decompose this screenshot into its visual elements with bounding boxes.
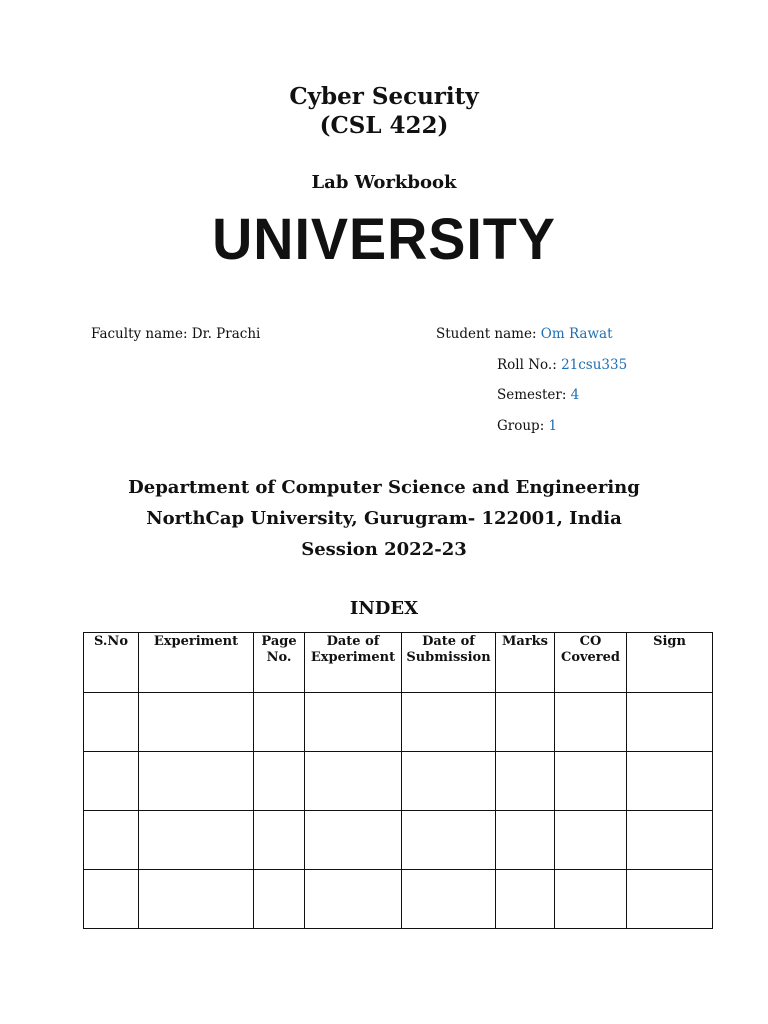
semester-label: Semester:	[497, 387, 567, 403]
table-row	[84, 752, 713, 811]
table-cell	[305, 752, 402, 811]
table-cell	[555, 693, 627, 752]
group-value: 1	[548, 418, 558, 434]
table-cell	[402, 693, 496, 752]
course-name: Cyber Security	[289, 83, 479, 110]
table-cell	[305, 693, 402, 752]
session: Session 2022-23	[301, 539, 467, 560]
column-header-date-of-submission: Date of Submission	[402, 633, 496, 693]
table-cell	[139, 870, 254, 929]
table-cell	[84, 752, 139, 811]
column-header-date-of-experiment: Date of Experiment	[305, 633, 402, 693]
table-cell	[84, 693, 139, 752]
workbook-subtitle: Lab Workbook	[311, 172, 457, 193]
table-row	[84, 693, 713, 752]
table-cell	[496, 693, 555, 752]
table-cell	[254, 752, 305, 811]
university-address: NorthCap University, Gurugram- 122001, India	[146, 508, 622, 529]
table-cell	[627, 870, 713, 929]
table-cell	[139, 693, 254, 752]
department-name: Department of Computer Science and Engineering	[128, 477, 640, 498]
table-cell	[402, 752, 496, 811]
table-header-row	[84, 633, 713, 693]
column-header-marks: Marks	[496, 633, 555, 693]
table-cell	[496, 811, 555, 870]
table-cell	[627, 693, 713, 752]
faculty-name	[91, 325, 260, 343]
index-table	[83, 632, 713, 929]
university-logo-text: UNIVERSITY	[212, 207, 556, 272]
faculty-value: Dr. Prachi	[191, 326, 261, 342]
table-cell	[254, 811, 305, 870]
column-header-sign: Sign	[627, 633, 713, 693]
group	[497, 417, 557, 435]
table-cell	[402, 811, 496, 870]
table-cell	[555, 752, 627, 811]
table-row	[84, 811, 713, 870]
table-cell	[555, 811, 627, 870]
roll-value: 21csu335	[561, 357, 628, 373]
table-cell	[305, 811, 402, 870]
table-cell	[305, 870, 402, 929]
index-title: INDEX	[349, 598, 419, 619]
table-cell	[555, 870, 627, 929]
table-cell	[627, 811, 713, 870]
student-label: Student name:	[436, 326, 537, 342]
student-value: Om Rawat	[540, 326, 613, 342]
table-cell	[254, 693, 305, 752]
semester-value: 4	[570, 387, 580, 403]
roll-number	[497, 356, 627, 374]
roll-label: Roll No.:	[497, 357, 557, 373]
table-cell	[627, 752, 713, 811]
course-code: (CSL 422)	[319, 112, 449, 139]
group-label: Group:	[497, 418, 545, 434]
university-logo	[0, 207, 768, 272]
column-header-co-covered: CO Covered	[555, 633, 627, 693]
table-cell	[139, 752, 254, 811]
column-header-page-no: Page No.	[254, 633, 305, 693]
table-cell	[84, 870, 139, 929]
table-row	[84, 870, 713, 929]
table-cell	[496, 870, 555, 929]
table-cell	[402, 870, 496, 929]
column-header-experiment: Experiment	[139, 633, 254, 693]
table-cell	[254, 870, 305, 929]
table-cell	[139, 811, 254, 870]
semester	[497, 386, 579, 404]
student-name	[436, 325, 613, 343]
course-title	[0, 82, 768, 140]
department-block	[0, 472, 768, 565]
column-header-sno: S.No	[84, 633, 139, 693]
table-cell	[496, 752, 555, 811]
faculty-label: Faculty name:	[91, 326, 188, 342]
table-cell	[84, 811, 139, 870]
